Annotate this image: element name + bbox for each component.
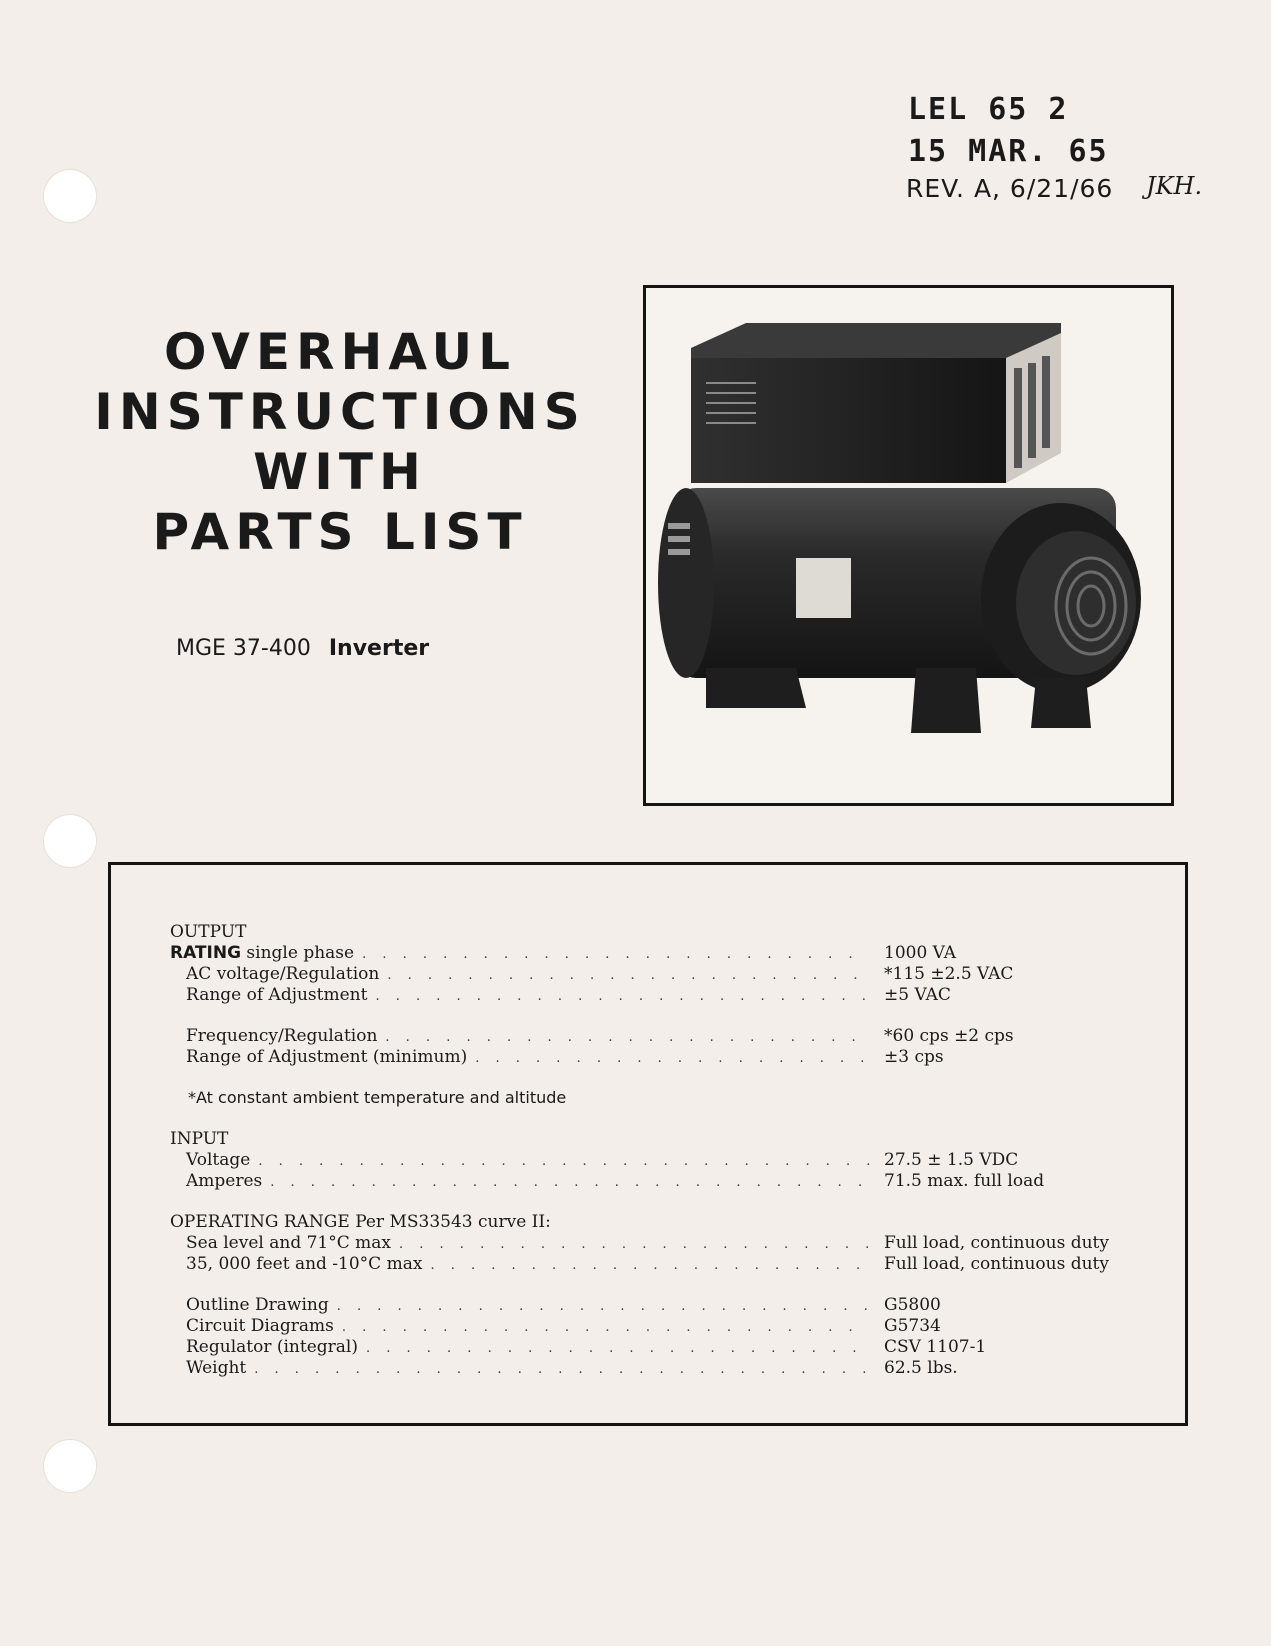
spec-row <box>170 1233 1130 1254</box>
leader-dots <box>258 1154 870 1169</box>
document-title <box>40 322 640 562</box>
specifications-list <box>170 922 1130 1379</box>
title-line: INSTRUCTIONS <box>94 383 586 441</box>
leader-dots <box>475 1051 870 1066</box>
spec-row <box>170 943 1130 964</box>
spec-row <box>170 1150 1130 1171</box>
spec-value: Full load, continuous duty <box>884 1233 1109 1253</box>
spec-value: *60 cps ±2 cps <box>884 1026 1014 1046</box>
spec-value: 27.5 ± 1.5 VDC <box>884 1150 1019 1170</box>
leader-dots <box>270 1175 870 1190</box>
leader-dots <box>362 947 870 962</box>
section-heading: INPUT <box>170 1129 229 1149</box>
inverter-photo <box>643 285 1174 806</box>
leader-dots <box>430 1258 870 1273</box>
leader-dots <box>387 968 870 983</box>
spec-row <box>170 1026 1130 1047</box>
section-heading: OUTPUT <box>170 922 247 942</box>
spec-value: 62.5 lbs. <box>884 1358 958 1378</box>
leader-dots <box>254 1362 870 1377</box>
spec-label: single phase <box>241 943 355 963</box>
spec-row <box>170 1316 1130 1337</box>
spec-value: CSV 1107-1 <box>884 1337 987 1357</box>
title-line: PARTS LIST <box>152 503 528 561</box>
spec-row <box>170 1254 1130 1275</box>
section-heading: OPERATING RANGE Per MS33543 curve II: <box>170 1212 551 1232</box>
product-kind: Inverter <box>328 636 430 661</box>
spec-value: G5800 <box>884 1295 941 1315</box>
spec-row <box>170 1295 1130 1316</box>
spec-label: Range of Adjustment (minimum) <box>186 1047 468 1067</box>
spec-value: G5734 <box>884 1316 941 1336</box>
title-line: WITH <box>253 443 427 501</box>
handwritten-initials: JKH. <box>1146 172 1203 200</box>
footnote: *At constant ambient temperature and altitude <box>188 1088 567 1107</box>
leader-dots <box>342 1320 870 1335</box>
title-line: OVERHAUL <box>164 323 516 381</box>
spec-row <box>170 1171 1130 1192</box>
spec-label: Voltage <box>186 1150 251 1170</box>
product-subtitle <box>176 638 429 660</box>
binder-hole <box>44 170 96 222</box>
leader-dots <box>375 989 870 1004</box>
document-date: 15 MAR. 65 <box>908 134 1109 169</box>
leader-dots <box>366 1341 870 1356</box>
inverter-illustration <box>646 288 1171 803</box>
spec-row <box>170 1358 1130 1379</box>
spec-label: Sea level and 71°C max <box>186 1233 392 1253</box>
rating-label-bold: RATING <box>170 943 242 963</box>
spec-label: Range of Adjustment <box>186 985 368 1005</box>
binder-hole <box>44 1440 96 1492</box>
spec-value: *115 ±2.5 VAC <box>884 964 1014 984</box>
spec-value: ±3 cps <box>884 1047 944 1067</box>
spec-label: Outline Drawing <box>186 1295 329 1315</box>
spec-value: Full load, continuous duty <box>884 1254 1109 1274</box>
spec-label: 35, 000 feet and -10°C max <box>186 1254 423 1274</box>
spec-label: AC voltage/Regulation <box>186 964 380 984</box>
spec-label: Frequency/Regulation <box>186 1026 378 1046</box>
spec-row <box>170 1047 1130 1068</box>
spec-value: 1000 VA <box>884 943 957 963</box>
document-id: LEL 65 2 <box>908 92 1069 127</box>
spec-label: Regulator (integral) <box>186 1337 358 1357</box>
model-number: MGE 37-400 <box>176 636 311 661</box>
spec-value: 71.5 max. full load <box>884 1171 1045 1191</box>
spec-label: Circuit Diagrams <box>186 1316 334 1336</box>
spec-label: Amperes <box>186 1171 263 1191</box>
leader-dots <box>399 1237 870 1252</box>
leader-dots <box>385 1030 870 1045</box>
revision-line: REV. A, 6/21/66 <box>906 174 1114 203</box>
leader-dots <box>337 1299 870 1314</box>
spec-label: Weight <box>186 1358 247 1378</box>
spec-value: ±5 VAC <box>884 985 951 1005</box>
binder-hole <box>44 815 96 867</box>
spec-row <box>170 1337 1130 1358</box>
spec-row <box>170 985 1130 1006</box>
spec-row <box>170 964 1130 985</box>
